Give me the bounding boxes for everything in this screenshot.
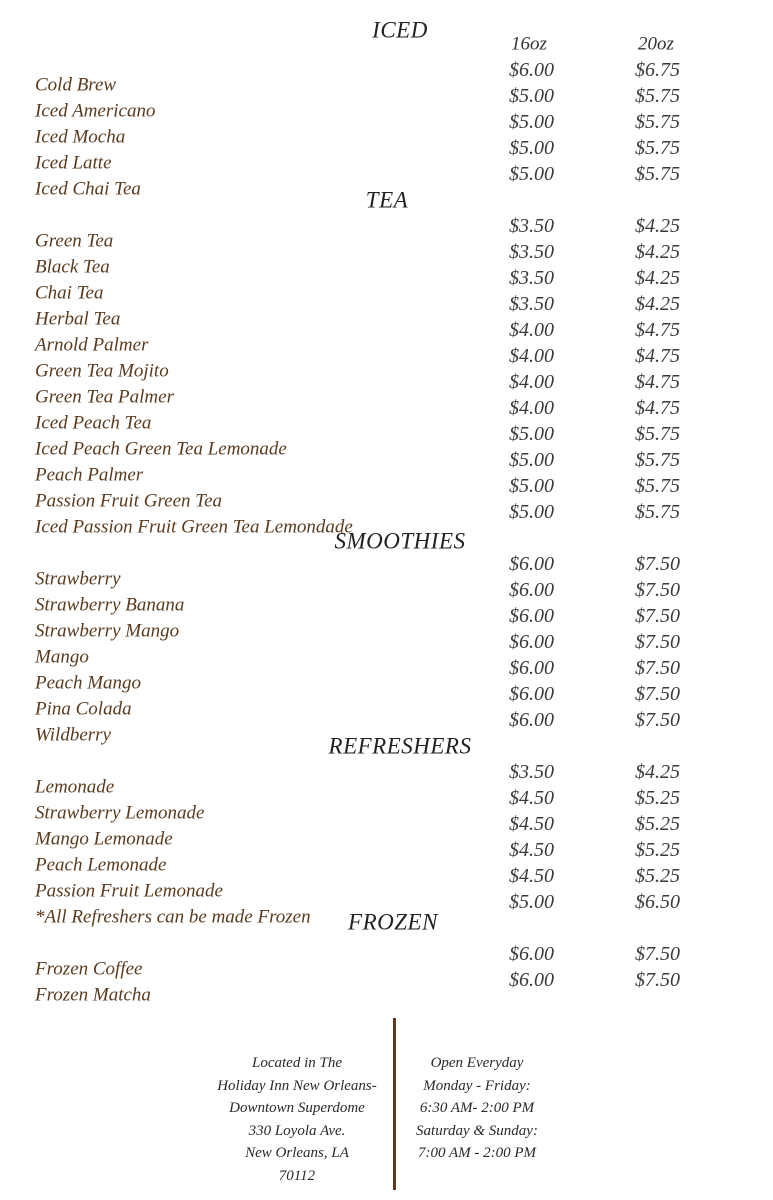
price-16oz: $3.50 — [509, 215, 554, 237]
price-20oz: $7.50 — [635, 709, 680, 731]
location-line: Holiday Inn New Orleans- — [217, 1077, 377, 1094]
price-20oz: $5.25 — [635, 865, 680, 887]
hours-line: 6:30 AM- 2:00 PM — [419, 1100, 535, 1117]
item-name: Arnold Palmer — [35, 334, 149, 356]
item-name: Black Tea — [35, 256, 110, 278]
price-16oz: $4.50 — [509, 865, 554, 887]
hours-line: Open Everyday — [430, 1055, 524, 1071]
section-title: SMOOTHIES — [334, 528, 466, 554]
item-name: Wildberry — [35, 724, 111, 746]
size-label-20oz: 20oz — [638, 33, 674, 55]
price-20oz: $5.75 — [635, 111, 680, 133]
price-20oz: $7.50 — [635, 657, 680, 679]
section-title: REFRESHERS — [328, 733, 472, 759]
item-name: Frozen Coffee — [35, 958, 143, 980]
price-20oz: $7.50 — [635, 605, 680, 627]
item-name: Iced Peach Tea — [35, 412, 152, 434]
item-name: Green Tea Palmer — [35, 386, 174, 408]
price-16oz: $5.00 — [509, 449, 554, 471]
price-16oz: $4.50 — [509, 839, 554, 861]
item-name: Iced Latte — [35, 152, 112, 174]
price-16oz: $6.00 — [509, 657, 554, 679]
price-16oz: $5.00 — [509, 163, 554, 185]
price-20oz: $5.75 — [635, 501, 680, 523]
location-line: Downtown Superdome — [229, 1100, 365, 1117]
price-16oz: $6.00 — [509, 969, 554, 991]
price-20oz: $5.25 — [635, 839, 680, 861]
price-20oz: $4.75 — [635, 345, 680, 367]
price-16oz: $4.50 — [509, 787, 554, 809]
price-20oz: $5.75 — [635, 449, 680, 471]
price-20oz: $4.75 — [635, 319, 680, 341]
price-16oz: $3.50 — [509, 761, 554, 783]
item-name: Peach Mango — [35, 672, 142, 694]
item-name: Passion Fruit Lemonade — [35, 880, 223, 902]
price-20oz: $4.25 — [635, 267, 680, 289]
price-20oz: $4.75 — [635, 371, 680, 393]
location-line: Located in The — [252, 1055, 342, 1071]
footer-hours — [400, 1052, 554, 1165]
price-20oz: $6.75 — [635, 59, 680, 81]
price-16oz: $5.00 — [509, 501, 554, 523]
item-name: Green Tea — [35, 230, 114, 252]
size-label-16oz: 16oz — [511, 33, 547, 55]
price-20oz: $5.75 — [635, 163, 680, 185]
price-20oz: $7.50 — [635, 683, 680, 705]
price-20oz: $5.75 — [635, 85, 680, 107]
price-16oz: $6.00 — [509, 553, 554, 575]
price-16oz: $5.00 — [509, 137, 554, 159]
hours-line: Monday - Friday: — [423, 1077, 531, 1094]
price-20oz: $6.50 — [635, 891, 680, 913]
price-16oz: $6.00 — [509, 579, 554, 601]
price-20oz: $5.75 — [635, 475, 680, 497]
price-20oz: $4.25 — [635, 293, 680, 315]
price-16oz: $4.00 — [509, 397, 554, 419]
price-16oz: $3.50 — [509, 267, 554, 289]
location-line: 330 Loyola Ave. — [248, 1122, 346, 1139]
price-16oz: $4.50 — [509, 813, 554, 835]
item-name: Iced Peach Green Tea Lemonade — [35, 438, 287, 460]
section-title: ICED — [372, 17, 428, 43]
price-20oz: $5.25 — [635, 813, 680, 835]
price-16oz: $4.00 — [509, 319, 554, 341]
item-name: Peach Palmer — [35, 464, 144, 486]
item-name: Iced Chai Tea — [35, 178, 141, 200]
item-name: Mango Lemonade — [35, 828, 173, 850]
location-line: 70112 — [278, 1167, 316, 1184]
location-line: New Orleans, LA — [245, 1145, 349, 1162]
item-name: Strawberry — [35, 568, 121, 590]
item-name: Strawberry Lemonade — [35, 802, 205, 824]
price-16oz: $6.00 — [509, 59, 554, 81]
hours-line: Saturday & Sunday: — [416, 1122, 538, 1139]
item-name: Passion Fruit Green Tea — [35, 490, 223, 512]
price-20oz: $4.75 — [635, 397, 680, 419]
item-name: Pina Colada — [35, 698, 132, 720]
item-name: Chai Tea — [35, 282, 104, 304]
item-name: Frozen Matcha — [35, 984, 151, 1006]
item-name: Lemonade — [35, 776, 115, 798]
price-16oz: $6.00 — [509, 631, 554, 653]
price-20oz: $7.50 — [635, 969, 680, 991]
price-20oz: $7.50 — [635, 579, 680, 601]
price-16oz: $6.00 — [509, 709, 554, 731]
price-20oz: $5.25 — [635, 787, 680, 809]
footer-location — [197, 1052, 397, 1188]
item-name: Strawberry Banana — [35, 594, 185, 616]
price-16oz: $5.00 — [509, 475, 554, 497]
price-16oz: $6.00 — [509, 943, 554, 965]
item-name: Cold Brew — [35, 74, 117, 96]
item-name: Peach Lemonade — [35, 854, 167, 876]
price-16oz: $6.00 — [509, 605, 554, 627]
price-20oz: $7.50 — [635, 631, 680, 653]
item-name: Mango — [35, 646, 89, 668]
price-16oz: $5.00 — [509, 111, 554, 133]
price-20oz: $5.75 — [635, 423, 680, 445]
price-20oz: $4.25 — [635, 241, 680, 263]
price-16oz: $5.00 — [509, 891, 554, 913]
price-16oz: $4.00 — [509, 345, 554, 367]
price-20oz: $4.25 — [635, 761, 680, 783]
item-name: Iced Mocha — [35, 126, 126, 148]
price-16oz: $5.00 — [509, 85, 554, 107]
price-20oz: $7.50 — [635, 943, 680, 965]
item-name: Strawberry Mango — [35, 620, 180, 642]
section-title: TEA — [365, 187, 409, 213]
price-20oz: $5.75 — [635, 137, 680, 159]
item-name: Iced Americano — [35, 100, 156, 122]
item-name: Herbal Tea — [35, 308, 121, 330]
item-name: *All Refreshers can be made Frozen — [35, 906, 311, 928]
price-16oz: $5.00 — [509, 423, 554, 445]
price-16oz: $6.00 — [509, 683, 554, 705]
price-20oz: $7.50 — [635, 553, 680, 575]
price-16oz: $3.50 — [509, 241, 554, 263]
price-16oz: $3.50 — [509, 293, 554, 315]
item-name: Green Tea Mojito — [35, 360, 169, 382]
hours-line: 7:00 AM - 2:00 PM — [417, 1145, 537, 1162]
item-name: Iced Passion Fruit Green Tea Lemondade — [35, 516, 353, 538]
section-title: FROZEN — [348, 909, 438, 935]
price-16oz: $4.00 — [509, 371, 554, 393]
price-20oz: $4.25 — [635, 215, 680, 237]
